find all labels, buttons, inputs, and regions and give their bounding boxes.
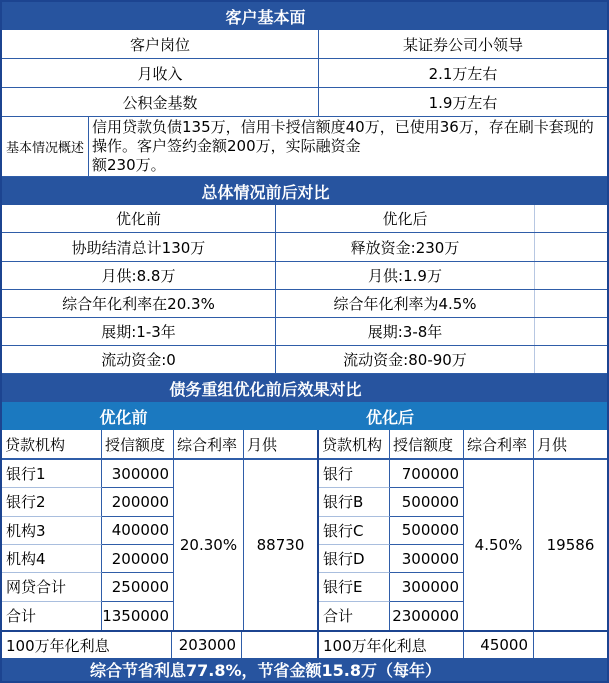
after-cell: 月供:1.9万	[276, 262, 535, 289]
after-cell: 综合年化利率为4.5%	[276, 290, 535, 317]
lender-cell: 机构4	[2, 545, 102, 573]
amount-cell: 300000	[390, 573, 464, 601]
row-value: 1.9万左右	[428, 93, 498, 112]
after-interest-value: 45000	[464, 632, 534, 658]
amount-cell: 400000	[102, 517, 174, 545]
amount-cell: 300000	[102, 460, 174, 488]
total-amount-cell: 2300000	[390, 602, 464, 630]
amount-cell: 700000	[390, 460, 464, 488]
row-label: 月收入	[2, 59, 319, 87]
before-subheader: 优化前	[99, 407, 148, 427]
lender-cell: 银行B	[319, 488, 390, 516]
row-value: 某证券公司小领导	[402, 35, 523, 54]
after-cell: 展期:3-8年	[276, 318, 535, 345]
column-header: 授信额度	[390, 430, 464, 460]
detail-subheader	[2, 402, 607, 430]
total-label-cell: 合计	[2, 602, 102, 630]
amount-cell: 500000	[390, 517, 464, 545]
after-rate-cell: 4.50%	[464, 460, 534, 630]
total-label-cell: 合计	[319, 602, 390, 630]
lender-cell: 银行D	[319, 545, 390, 573]
table-row	[2, 88, 607, 117]
savings-summary: 综合节省利息77.8%，节省金额15.8万（每年）	[90, 661, 441, 680]
row-label: 公积金基数	[2, 88, 319, 116]
comparison-row	[2, 290, 607, 318]
amount-cell: 500000	[390, 488, 464, 516]
lender-cell: 银行2	[2, 488, 102, 516]
comparison-row	[2, 233, 607, 262]
column-header: 月供	[534, 430, 607, 460]
section1-header	[2, 2, 607, 30]
overview-line: 信用贷款负债135万，信用卡授信额度40万，已使用36万，存在刷卡套现的操作。客户签约金额200万，实际融资金	[92, 118, 594, 155]
column-header: 月供	[244, 430, 317, 460]
after-cell: 优化后	[276, 205, 535, 232]
amount-cell: 200000	[102, 545, 174, 573]
section1-title: 客户基本面	[225, 7, 306, 27]
empty-cell	[242, 632, 319, 658]
empty-cell	[535, 262, 607, 289]
detail-tables	[2, 430, 607, 630]
comparison-row	[2, 346, 607, 374]
before-cell: 综合年化利率在20.3%	[2, 290, 276, 317]
before-cell: 月供:8.8万	[2, 262, 276, 289]
before-rate-cell: 20.30%	[174, 460, 244, 630]
empty-cell	[535, 318, 607, 345]
amount-cell: 200000	[102, 488, 174, 516]
section2-title: 总体情况前后对比	[201, 182, 330, 202]
before-interest-label: 100万年化利息	[2, 632, 172, 658]
lender-cell: 机构3	[2, 517, 102, 545]
table-row	[2, 30, 607, 59]
row-label: 客户岗位	[2, 30, 319, 58]
before-table	[2, 430, 319, 630]
overview-label: 基本情况概述	[2, 117, 89, 176]
lender-cell: 银行C	[319, 517, 390, 545]
column-header: 贷款机构	[2, 430, 102, 460]
before-cell: 协助结清总计130万	[2, 233, 276, 261]
column-header: 贷款机构	[319, 430, 390, 460]
after-cell: 释放资金:230万	[276, 233, 535, 261]
savings-footer	[2, 658, 607, 681]
after-subheader: 优化后	[365, 407, 414, 427]
before-monthly-cell: 88730	[256, 536, 305, 554]
comparison-row	[2, 318, 607, 346]
overview-line: 额230万。	[92, 156, 166, 174]
before-cell: 优化前	[2, 205, 276, 232]
section2-header	[2, 177, 607, 205]
overview-text	[89, 117, 607, 176]
section3-header	[2, 374, 607, 402]
amount-cell: 250000	[102, 573, 174, 601]
before-cell: 流动资金:0	[2, 346, 276, 373]
after-cell: 流动资金:80-90万	[276, 346, 535, 373]
lender-cell: 银行	[319, 460, 390, 488]
before-interest-value: 203000	[172, 632, 242, 658]
empty-cell	[535, 205, 607, 232]
column-header: 综合利率	[464, 430, 534, 460]
empty-cell	[535, 346, 607, 373]
empty-cell	[535, 290, 607, 317]
comparison-row	[2, 262, 607, 290]
lender-cell: 银行1	[2, 460, 102, 488]
row-value: 2.1万左右	[428, 64, 498, 83]
empty-cell	[535, 402, 607, 430]
after-interest-label: 100万年化利息	[319, 632, 464, 658]
before-cell: 展期:1-3年	[2, 318, 276, 345]
lender-cell: 网贷合计	[2, 573, 102, 601]
empty-cell	[534, 632, 607, 658]
comparison-row	[2, 205, 607, 233]
total-amount-cell: 1350000	[102, 602, 174, 630]
column-header: 授信额度	[102, 430, 174, 460]
interest-row	[2, 630, 607, 658]
lender-cell: 银行E	[319, 573, 390, 601]
section3-title: 债务重组优化前后效果对比	[169, 379, 362, 399]
amount-cell: 300000	[390, 545, 464, 573]
column-header: 综合利率	[174, 430, 244, 460]
empty-cell	[535, 233, 607, 261]
after-monthly-cell: 19586	[546, 536, 595, 554]
overview-row	[2, 117, 607, 177]
after-table	[319, 430, 607, 630]
table-row	[2, 59, 607, 88]
